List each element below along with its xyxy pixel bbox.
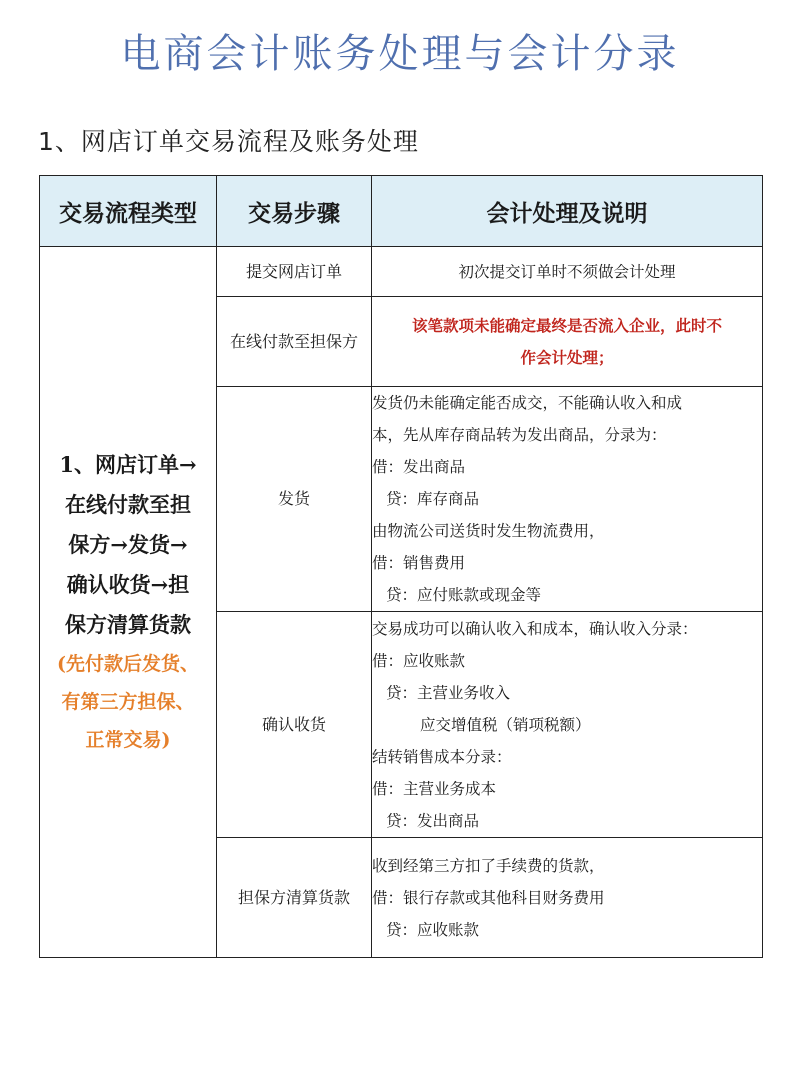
- type-note-line: (先付款后发货、: [57, 653, 199, 675]
- type-line: 在线付款至担: [65, 492, 191, 517]
- note-line: 贷：库存商品: [386, 490, 480, 508]
- note-line: 作会计处理；: [520, 347, 614, 367]
- note-line: 结转销售成本分录：: [372, 747, 512, 766]
- note-line: 发货仍未能确定能否成交，不能确认收入和成: [372, 394, 683, 412]
- section-heading: 1、网店订单交易流程及账务处理: [38, 127, 419, 156]
- table-header-row: [40, 176, 763, 247]
- type-line: 确认收货→担: [66, 572, 190, 597]
- type-note-line: 正常交易): [85, 729, 171, 751]
- header-process-type: 交易流程类型: [40, 176, 217, 247]
- step-confirm-receipt: 确认收货: [217, 612, 372, 838]
- table-row: [40, 247, 763, 297]
- note-line: 借：应收账款: [372, 651, 466, 670]
- type-line: 保方→发货→: [68, 532, 188, 557]
- note-shipping: [372, 387, 763, 612]
- note-line: 应交增值税（销项税额）: [420, 715, 591, 734]
- note-line: 借：银行存款或其他科目财务费用: [372, 888, 605, 907]
- note-line: 借：发出商品: [372, 458, 466, 476]
- note-line: 借：主营业务成本: [372, 779, 497, 798]
- step-shipping: 发货: [217, 387, 372, 612]
- note-line: 由物流公司送货时发生物流费用，: [372, 522, 605, 540]
- note-online-payment: [372, 297, 763, 387]
- note-line: 初次提交订单时不须做会计处理: [458, 262, 676, 281]
- header-steps: 交易步骤: [217, 176, 372, 247]
- note-line: 本，先从库存商品转为发出商品，分录为：: [372, 426, 667, 444]
- step-submit-order: 提交网店订单: [217, 247, 372, 297]
- accounting-table: [39, 175, 763, 958]
- type-note-line: 有第三方担保、: [61, 691, 195, 713]
- note-settlement: [372, 838, 763, 958]
- note-line: 交易成功可以确认收入和成本，确认收入分录：: [372, 619, 698, 638]
- note-line: 贷：主营业务收入: [386, 683, 511, 702]
- note-line: 收到经第三方扣了手续费的货款，: [372, 856, 605, 875]
- process-type-cell: [40, 247, 217, 958]
- header-accounting: 会计处理及说明: [372, 176, 763, 247]
- step-online-payment: 在线付款至担保方: [217, 297, 372, 387]
- note-line: 贷：应收账款: [386, 920, 480, 939]
- note-confirm-receipt: [372, 612, 763, 838]
- note-submit-order: [372, 247, 763, 297]
- note-line: 借：销售费用: [372, 554, 466, 572]
- step-settlement: 担保方清算货款: [217, 838, 372, 958]
- page-title: 电商会计账务处理与会计分录: [120, 31, 680, 77]
- note-line: 贷：应付账款或现金等: [386, 586, 542, 604]
- note-line: 贷：发出商品: [386, 811, 480, 830]
- note-line: 该笔款项未能确定最终是否流入企业，此时不: [411, 315, 722, 335]
- type-line: 1、网店订单→: [59, 452, 197, 477]
- type-line: 保方清算货款: [65, 612, 191, 637]
